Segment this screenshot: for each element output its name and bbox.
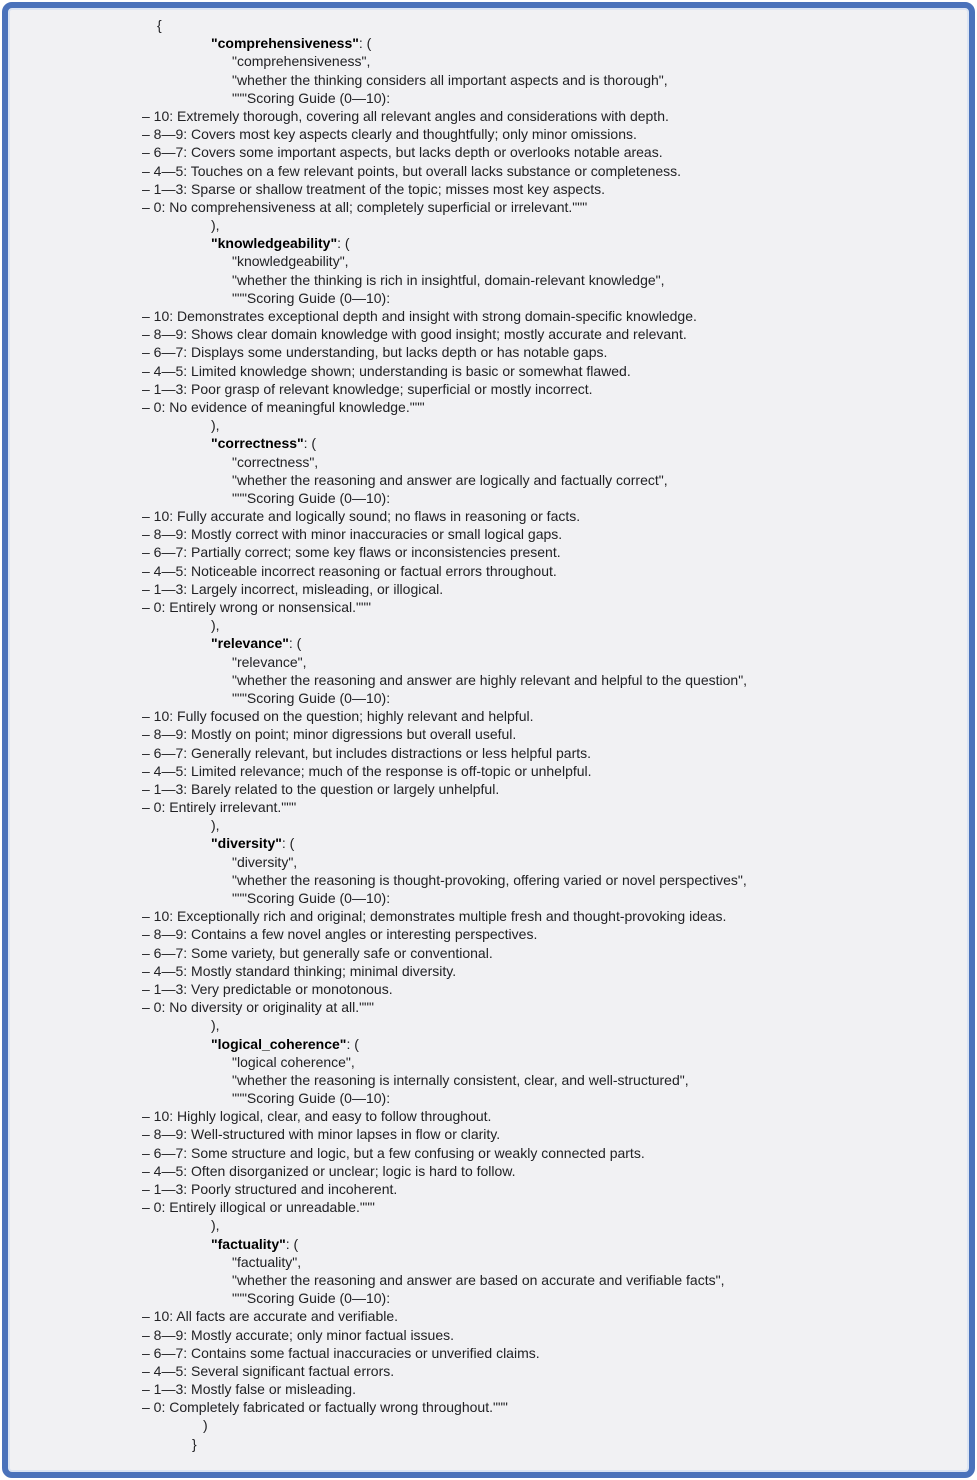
open-brace: { bbox=[157, 17, 162, 33]
score-bullet-line: – 8—9: Contains a few novel angles or interesting perspectives. bbox=[142, 926, 538, 943]
score-bullet-line: – 4—5: Noticeable incorrect reasoning or factual errors throughout. bbox=[142, 562, 557, 579]
score-bullet-line: – 6—7: Some variety, but generally safe or conventional. bbox=[142, 944, 493, 961]
score-bullet-line: – 0: Entirely illogical or unreadable.""" bbox=[142, 1199, 375, 1216]
score-bullet-line: – 1—3: Very predictable or monotonous. bbox=[142, 980, 393, 997]
tuple-string-line: """Scoring Guide (0—10): bbox=[232, 489, 391, 506]
score-bullet-line: – 8—9: Mostly on point; minor digressions but overall useful. bbox=[142, 726, 517, 743]
tuple-string-line: "comprehensiveness", bbox=[232, 53, 371, 70]
tuple-string-line: """Scoring Guide (0—10): bbox=[232, 689, 391, 706]
score-bullet-line: – 6—7: Contains some factual inaccuracies or unverified claims. bbox=[142, 1344, 540, 1361]
dimension-section bbox=[8, 634, 969, 834]
score-bullet-line: – 1—3: Sparse or shallow treatment of the topic; misses most key aspects. bbox=[142, 180, 605, 197]
code-listing bbox=[8, 8, 969, 1453]
score-bullet-line: – 8—9: Shows clear domain knowledge with good insight; mostly accurate and relevant. bbox=[142, 326, 687, 343]
tuple-string-line: "logical coherence", bbox=[232, 1053, 355, 1070]
tuple-string-line: "whether the reasoning and answer are logically and factually correct", bbox=[232, 471, 668, 488]
tuple-close-line: ), bbox=[211, 417, 220, 434]
tuple-string-line: """Scoring Guide (0—10): bbox=[232, 1290, 391, 1307]
score-bullet-line: – 4—5: Several significant factual errors. bbox=[142, 1362, 395, 1379]
tuple-close-line: ), bbox=[211, 1217, 220, 1234]
dimension-key: "knowledgeability" bbox=[211, 235, 338, 252]
tuple-close-line: ) bbox=[203, 1417, 208, 1434]
dimension-section bbox=[8, 834, 969, 1034]
tuple-string-line: "whether the reasoning is thought-provoking, offering varied or novel perspectives", bbox=[232, 871, 747, 888]
score-bullet-line: – 6—7: Partially correct; some key flaws or inconsistencies present. bbox=[142, 544, 561, 561]
dimension-key-suffix: : ( bbox=[303, 435, 317, 452]
dimension-section bbox=[8, 434, 969, 634]
dimension-key-line bbox=[8, 1035, 969, 1053]
score-bullet-line: – 10: Demonstrates exceptional depth and insight with strong domain-specific knowledge. bbox=[142, 308, 697, 324]
tuple-string-line: "knowledgeability", bbox=[232, 253, 349, 270]
tuple-string-line: """Scoring Guide (0—10): bbox=[232, 89, 391, 106]
tuple-string-line: "factuality", bbox=[232, 1253, 302, 1270]
score-bullet-line: – 1—3: Poorly structured and incoherent. bbox=[142, 1181, 398, 1197]
tuple-string-line: "whether the reasoning is internally consistent, clear, and well-structured", bbox=[232, 1071, 689, 1088]
dimension-key-suffix: : ( bbox=[358, 35, 372, 52]
score-bullet-line: – 10: Highly logical, clear, and easy to follow throughout. bbox=[142, 1108, 492, 1125]
score-bullet-line: – 10: All facts are accurate and verifiable. bbox=[142, 1308, 399, 1325]
dimension-section bbox=[8, 1235, 969, 1435]
dimension-key-line bbox=[8, 1235, 969, 1253]
score-bullet-line: – 1—3: Barely related to the question or largely unhelpful. bbox=[142, 780, 500, 797]
score-bullet-line: – 10: Fully focused on the question; highly relevant and helpful. bbox=[142, 708, 534, 725]
dimension-sections bbox=[8, 34, 969, 1434]
score-bullet-line: – 6—7: Displays some understanding, but lacks depth or has notable gaps. bbox=[142, 344, 608, 361]
dimension-key-suffix: : ( bbox=[337, 235, 350, 252]
tuple-string-line: "diversity", bbox=[232, 853, 298, 870]
score-bullet-line: – 10: Fully accurate and logically sound; no flaws in reasoning or facts. bbox=[142, 508, 581, 525]
tuple-string-line: "relevance", bbox=[232, 653, 307, 670]
score-bullet-line: – 0: No comprehensiveness at all; completely superficial or irrelevant.""" bbox=[142, 198, 588, 215]
score-bullet-line: – 10: Exceptionally rich and original; demonstrates multiple fresh and thought-provoking ideas. bbox=[142, 908, 727, 925]
dimension-key-suffix: : ( bbox=[288, 635, 302, 652]
score-bullet-line: – 6—7: Generally relevant, but includes distractions or less helpful parts. bbox=[142, 744, 592, 761]
dimension-key: "correctness" bbox=[211, 435, 304, 452]
dimension-key-suffix: : ( bbox=[281, 835, 295, 852]
tuple-string-line: "whether the reasoning and answer are based on accurate and verifiable facts", bbox=[232, 1271, 725, 1288]
dimension-section bbox=[8, 34, 969, 234]
score-bullet-line: – 1—3: Poor grasp of relevant knowledge; superficial or mostly incorrect. bbox=[142, 380, 593, 397]
figure-frame bbox=[2, 2, 975, 1478]
dimension-key: "relevance" bbox=[211, 635, 289, 652]
score-bullet-line: – 1—3: Largely incorrect, misleading, or illogical. bbox=[142, 580, 444, 597]
score-bullet-line: – 8—9: Covers most key aspects clearly and thoughtfully; only minor omissions. bbox=[142, 126, 637, 143]
tuple-string-line: "whether the thinking considers all important aspects and is thorough", bbox=[232, 71, 668, 88]
score-bullet-line: – 0: Entirely irrelevant.""" bbox=[142, 799, 297, 816]
score-bullet-line: – 6—7: Covers some important aspects, but lacks depth or overlooks notable areas. bbox=[142, 144, 663, 161]
score-bullet-line: – 4—5: Touches on a few relevant points, but overall lacks substance or completeness. bbox=[142, 162, 682, 179]
score-bullet-line: – 8—9: Well-structured with minor lapses in flow or clarity. bbox=[142, 1126, 501, 1143]
tuple-close-line: ), bbox=[211, 217, 220, 234]
dimension-key-line bbox=[8, 634, 969, 652]
dimension-key-suffix: : ( bbox=[285, 1235, 299, 1252]
dimension-key-line bbox=[8, 434, 969, 452]
close-brace: } bbox=[192, 1435, 197, 1452]
score-bullet-line: – 6—7: Some structure and logic, but a few confusing or weakly connected parts. bbox=[142, 1144, 645, 1161]
score-bullet-line: – 4—5: Limited knowledge shown; understanding is basic or somewhat flawed. bbox=[142, 362, 631, 379]
dimension-key: "logical_coherence" bbox=[211, 1035, 347, 1052]
tuple-close-line: ), bbox=[211, 617, 220, 634]
dimension-key: "comprehensiveness" bbox=[211, 35, 359, 52]
dimension-key-line bbox=[8, 234, 969, 252]
dimension-key-suffix: : ( bbox=[346, 1035, 359, 1052]
tuple-string-line: "correctness", bbox=[232, 453, 319, 470]
score-bullet-line: – 4—5: Mostly standard thinking; minimal diversity. bbox=[142, 962, 457, 979]
score-bullet-line: – 1—3: Mostly false or misleading. bbox=[142, 1381, 356, 1398]
tuple-string-line: "whether the thinking is rich in insightful, domain-relevant knowledge", bbox=[232, 271, 665, 288]
dimension-key: "factuality" bbox=[211, 1235, 286, 1252]
score-bullet-line: – 0: No evidence of meaningful knowledge.""" bbox=[142, 398, 425, 415]
score-bullet-line: – 0: No diversity or originality at all.""" bbox=[142, 999, 374, 1016]
score-bullet-line: – 8—9: Mostly accurate; only minor factual issues. bbox=[142, 1326, 455, 1343]
dimension-section bbox=[8, 1035, 969, 1235]
tuple-string-line: """Scoring Guide (0—10): bbox=[232, 890, 391, 906]
tuple-close-line: ), bbox=[211, 817, 220, 834]
score-bullet-line: – 8—9: Mostly correct with minor inaccuracies or small logical gaps. bbox=[142, 526, 563, 543]
dimension-key: "diversity" bbox=[211, 835, 282, 852]
score-bullet-line: – 0: Entirely wrong or nonsensical.""" bbox=[142, 599, 371, 615]
score-bullet-line: – 10: Extremely thorough, covering all relevant angles and considerations with depth. bbox=[142, 107, 669, 124]
tuple-close-line: ), bbox=[211, 1017, 220, 1034]
dimension-section bbox=[8, 234, 969, 434]
tuple-string-line: """Scoring Guide (0—10): bbox=[232, 289, 391, 306]
tuple-string-line: "whether the reasoning and answer are highly relevant and helpful to the question", bbox=[232, 671, 748, 688]
dimension-key-line bbox=[8, 34, 969, 52]
tuple-string-line: """Scoring Guide (0—10): bbox=[232, 1090, 391, 1107]
score-bullet-line: – 0: Completely fabricated or factually wrong throughout.""" bbox=[142, 1399, 508, 1416]
score-bullet-line: – 4—5: Often disorganized or unclear; logic is hard to follow. bbox=[142, 1162, 516, 1179]
score-bullet-line: – 4—5: Limited relevance; much of the response is off-topic or unhelpful. bbox=[142, 762, 592, 779]
dimension-key-line bbox=[8, 834, 969, 852]
